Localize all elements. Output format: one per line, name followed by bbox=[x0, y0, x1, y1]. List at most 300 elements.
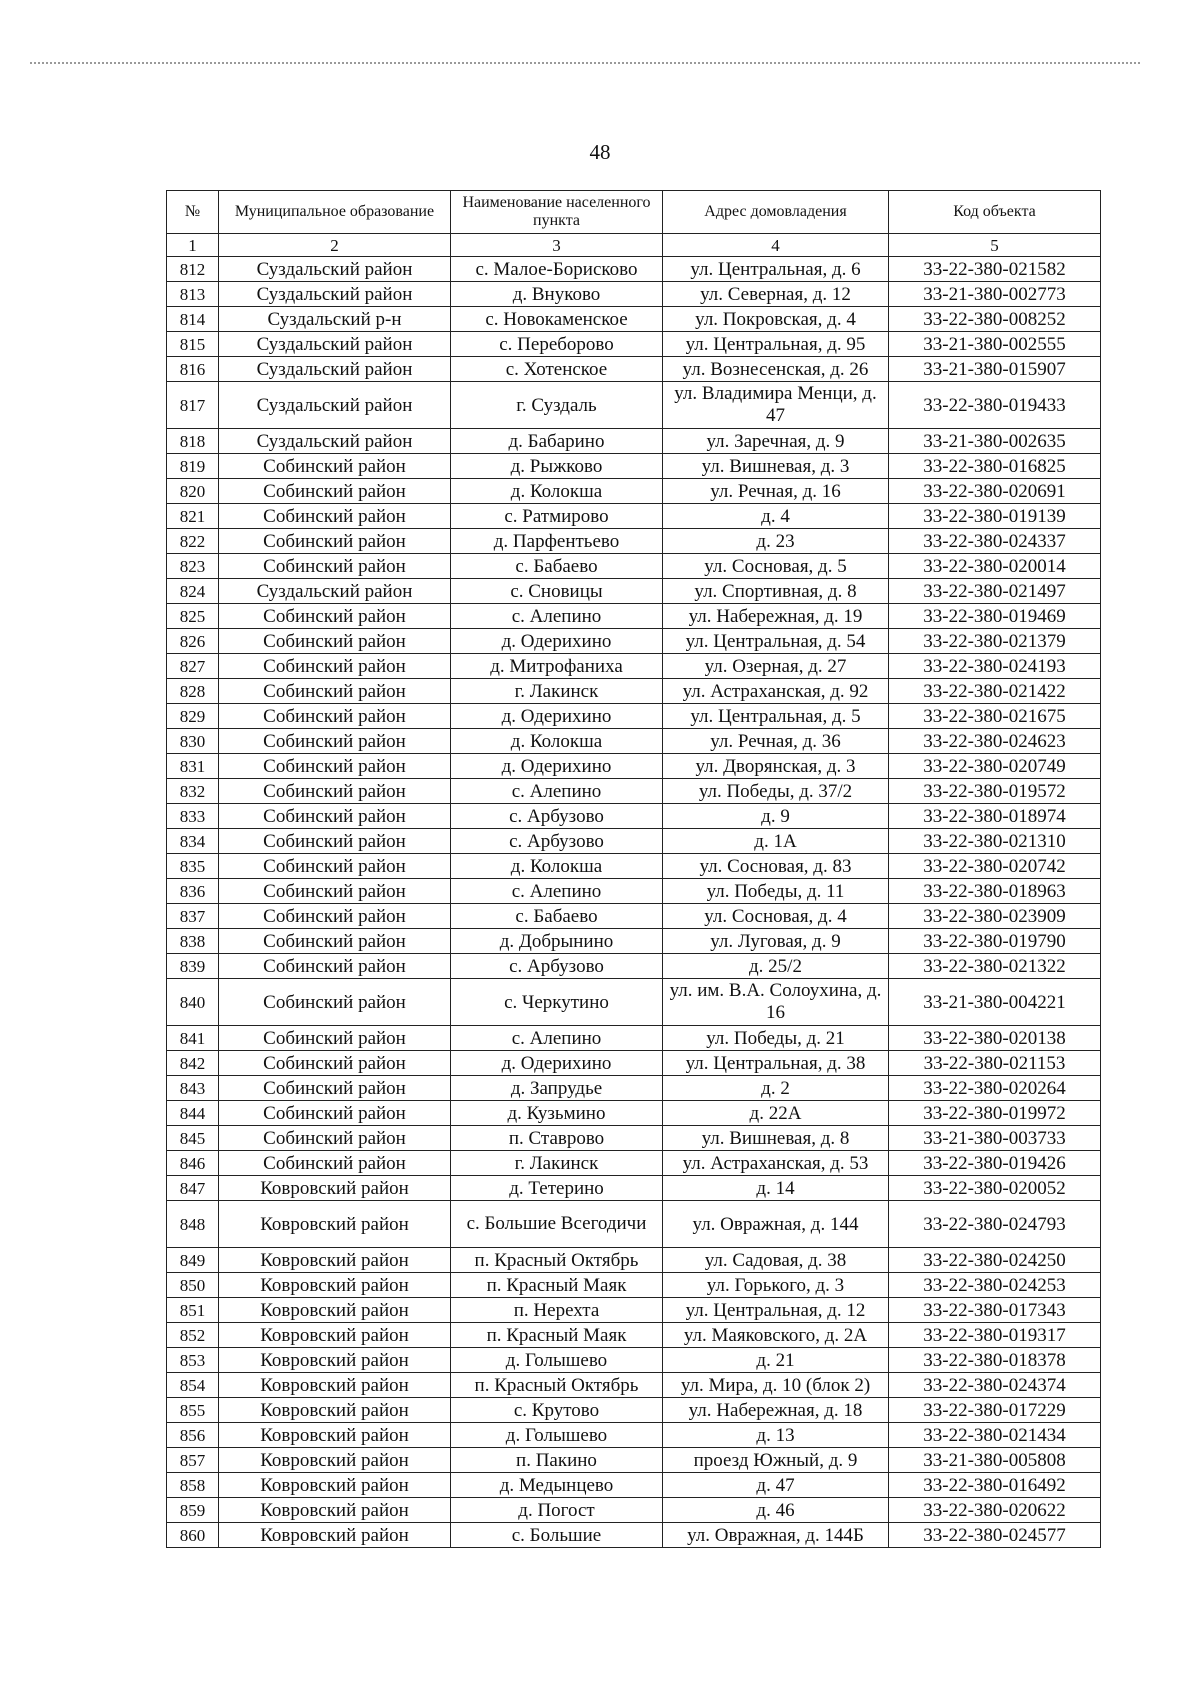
cell-municipality: Ковровский район bbox=[219, 1201, 451, 1248]
cell-number: 857 bbox=[167, 1448, 219, 1473]
cell-number: 821 bbox=[167, 504, 219, 529]
cell-settlement: с. Сновицы bbox=[451, 579, 663, 604]
cell-address: д. 1А bbox=[663, 829, 889, 854]
cell-address: ул. Садовая, д. 38 bbox=[663, 1248, 889, 1273]
cell-settlement: д. Одерихино bbox=[451, 629, 663, 654]
cell-number: 834 bbox=[167, 829, 219, 854]
column-index: 4 bbox=[663, 234, 889, 257]
cell-address: д. 4 bbox=[663, 504, 889, 529]
cell-settlement: с. Переборово bbox=[451, 332, 663, 357]
cell-object-code: 33-22-380-024623 bbox=[889, 729, 1101, 754]
cell-object-code: 33-22-380-016825 bbox=[889, 454, 1101, 479]
table-row bbox=[167, 1101, 1101, 1126]
table-row bbox=[167, 1026, 1101, 1051]
cell-object-code: 33-22-380-019426 bbox=[889, 1151, 1101, 1176]
cell-municipality: Ковровский район bbox=[219, 1423, 451, 1448]
table-row bbox=[167, 382, 1101, 429]
cell-object-code: 33-22-380-020749 bbox=[889, 754, 1101, 779]
cell-object-code: 33-22-380-017343 bbox=[889, 1298, 1101, 1323]
cell-object-code: 33-21-380-004221 bbox=[889, 979, 1101, 1026]
cell-address: ул. Северная, д. 12 bbox=[663, 282, 889, 307]
table-body bbox=[167, 234, 1101, 1548]
cell-municipality: Собинский район bbox=[219, 854, 451, 879]
cell-settlement: п. Красный Маяк bbox=[451, 1273, 663, 1298]
table-row bbox=[167, 579, 1101, 604]
table-row bbox=[167, 307, 1101, 332]
cell-settlement: г. Лакинск bbox=[451, 679, 663, 704]
table-row bbox=[167, 1498, 1101, 1523]
cell-object-code: 33-22-380-021582 bbox=[889, 257, 1101, 282]
cell-municipality: Суздальский район bbox=[219, 282, 451, 307]
cell-number: 816 bbox=[167, 357, 219, 382]
cell-number: 849 bbox=[167, 1248, 219, 1273]
cell-number: 832 bbox=[167, 779, 219, 804]
cell-settlement: д. Голышево bbox=[451, 1348, 663, 1373]
cell-settlement: д. Бабарино bbox=[451, 429, 663, 454]
cell-municipality: Ковровский район bbox=[219, 1373, 451, 1398]
table-row bbox=[167, 1373, 1101, 1398]
cell-object-code: 33-22-380-024577 bbox=[889, 1523, 1101, 1548]
cell-object-code: 33-22-380-021675 bbox=[889, 704, 1101, 729]
cell-municipality: Суздальский район bbox=[219, 579, 451, 604]
cell-object-code: 33-22-380-019572 bbox=[889, 779, 1101, 804]
cell-address: ул. Луговая, д. 9 bbox=[663, 929, 889, 954]
cell-object-code: 33-22-380-018974 bbox=[889, 804, 1101, 829]
table-row bbox=[167, 1448, 1101, 1473]
cell-settlement: д. Парфентьево bbox=[451, 529, 663, 554]
cell-address: ул. Сосновая, д. 5 bbox=[663, 554, 889, 579]
table-row bbox=[167, 554, 1101, 579]
cell-address: ул. Сосновая, д. 4 bbox=[663, 904, 889, 929]
cell-object-code: 33-22-380-020014 bbox=[889, 554, 1101, 579]
cell-municipality: Собинский район bbox=[219, 554, 451, 579]
cell-address: ул. Овражная, д. 144 bbox=[663, 1201, 889, 1248]
cell-municipality: Собинский район bbox=[219, 1026, 451, 1051]
cell-municipality: Собинский район bbox=[219, 1051, 451, 1076]
cell-settlement: д. Добрынино bbox=[451, 929, 663, 954]
cell-object-code: 33-22-380-024337 bbox=[889, 529, 1101, 554]
cell-settlement: с. Ратмирово bbox=[451, 504, 663, 529]
cell-settlement: с. Алепино bbox=[451, 879, 663, 904]
cell-settlement: д. Одерихино bbox=[451, 704, 663, 729]
table-row bbox=[167, 779, 1101, 804]
table-row bbox=[167, 429, 1101, 454]
cell-number: 847 bbox=[167, 1176, 219, 1201]
cell-municipality: Собинский район bbox=[219, 629, 451, 654]
cell-municipality: Собинский район bbox=[219, 754, 451, 779]
cell-municipality: Собинский район bbox=[219, 454, 451, 479]
cell-object-code: 33-22-380-021422 bbox=[889, 679, 1101, 704]
cell-number: 845 bbox=[167, 1126, 219, 1151]
cell-number: 818 bbox=[167, 429, 219, 454]
cell-address: ул. Победы, д. 21 bbox=[663, 1026, 889, 1051]
cell-address: ул. Дворянская, д. 3 bbox=[663, 754, 889, 779]
cell-municipality: Суздальский район bbox=[219, 332, 451, 357]
cell-settlement: с. Алепино bbox=[451, 604, 663, 629]
cell-number: 851 bbox=[167, 1298, 219, 1323]
cell-municipality: Суздальский р-н bbox=[219, 307, 451, 332]
cell-settlement: с. Бабаево bbox=[451, 554, 663, 579]
cell-settlement: г. Суздаль bbox=[451, 382, 663, 429]
cell-settlement: с. Бабаево bbox=[451, 904, 663, 929]
cell-object-code: 33-22-380-024250 bbox=[889, 1248, 1101, 1273]
cell-municipality: Собинский район bbox=[219, 804, 451, 829]
cell-address: ул. Сосновая, д. 83 bbox=[663, 854, 889, 879]
cell-address: д. 47 bbox=[663, 1473, 889, 1498]
cell-address: ул. Маяковского, д. 2А bbox=[663, 1323, 889, 1348]
cell-address: д. 9 bbox=[663, 804, 889, 829]
cell-number: 823 bbox=[167, 554, 219, 579]
cell-settlement: д. Медынцево bbox=[451, 1473, 663, 1498]
cell-object-code: 33-22-380-020622 bbox=[889, 1498, 1101, 1523]
cell-address: ул. Астраханская, д. 92 bbox=[663, 679, 889, 704]
table-row bbox=[167, 704, 1101, 729]
cell-number: 850 bbox=[167, 1273, 219, 1298]
cell-address: ул. Озерная, д. 27 bbox=[663, 654, 889, 679]
cell-municipality: Собинский район bbox=[219, 1151, 451, 1176]
cell-settlement: с. Крутово bbox=[451, 1398, 663, 1423]
cell-settlement: п. Ставрово bbox=[451, 1126, 663, 1151]
cell-address: ул. Овражная, д. 144Б bbox=[663, 1523, 889, 1548]
cell-object-code: 33-22-380-021310 bbox=[889, 829, 1101, 854]
cell-number: 843 bbox=[167, 1076, 219, 1101]
table-row bbox=[167, 804, 1101, 829]
cell-number: 813 bbox=[167, 282, 219, 307]
header-number: № bbox=[167, 191, 219, 234]
cell-settlement: д. Рыжково bbox=[451, 454, 663, 479]
cell-number: 835 bbox=[167, 854, 219, 879]
cell-settlement: п. Красный Октябрь bbox=[451, 1373, 663, 1398]
cell-address: ул. Победы, д. 11 bbox=[663, 879, 889, 904]
cell-number: 827 bbox=[167, 654, 219, 679]
cell-municipality: Собинский район bbox=[219, 479, 451, 504]
cell-object-code: 33-22-380-019317 bbox=[889, 1323, 1101, 1348]
cell-object-code: 33-22-380-019972 bbox=[889, 1101, 1101, 1126]
cell-settlement: д. Колокша bbox=[451, 729, 663, 754]
header-address: Адрес домовладения bbox=[663, 191, 889, 234]
cell-number: 833 bbox=[167, 804, 219, 829]
cell-object-code: 33-22-380-021379 bbox=[889, 629, 1101, 654]
table-row bbox=[167, 1151, 1101, 1176]
table-row bbox=[167, 332, 1101, 357]
cell-number: 840 bbox=[167, 979, 219, 1026]
column-index: 1 bbox=[167, 234, 219, 257]
cell-settlement: с. Арбузово bbox=[451, 829, 663, 854]
table-row bbox=[167, 929, 1101, 954]
cell-settlement: п. Нерехта bbox=[451, 1298, 663, 1323]
cell-number: 817 bbox=[167, 382, 219, 429]
cell-number: 836 bbox=[167, 879, 219, 904]
cell-address: ул. Набережная, д. 18 bbox=[663, 1398, 889, 1423]
cell-number: 814 bbox=[167, 307, 219, 332]
cell-number: 828 bbox=[167, 679, 219, 704]
cell-municipality: Собинский район bbox=[219, 704, 451, 729]
cell-municipality: Собинский район bbox=[219, 954, 451, 979]
column-index-row bbox=[167, 234, 1101, 257]
cell-number: 837 bbox=[167, 904, 219, 929]
cell-object-code: 33-21-380-002555 bbox=[889, 332, 1101, 357]
cell-number: 826 bbox=[167, 629, 219, 654]
cell-number: 838 bbox=[167, 929, 219, 954]
cell-number: 854 bbox=[167, 1373, 219, 1398]
cell-address: д. 2 bbox=[663, 1076, 889, 1101]
table-row bbox=[167, 904, 1101, 929]
cell-address: ул. Мира, д. 10 (блок 2) bbox=[663, 1373, 889, 1398]
cell-address: ул. Спортивная, д. 8 bbox=[663, 579, 889, 604]
cell-address: ул. Вишневая, д. 3 bbox=[663, 454, 889, 479]
cell-object-code: 33-22-380-020691 bbox=[889, 479, 1101, 504]
table-row bbox=[167, 854, 1101, 879]
cell-municipality: Собинский район bbox=[219, 779, 451, 804]
cell-settlement: д. Внуково bbox=[451, 282, 663, 307]
cell-number: 855 bbox=[167, 1398, 219, 1423]
cell-address: ул. Горького, д. 3 bbox=[663, 1273, 889, 1298]
table-row bbox=[167, 629, 1101, 654]
table-row bbox=[167, 504, 1101, 529]
table-row bbox=[167, 1523, 1101, 1548]
table-row bbox=[167, 1201, 1101, 1248]
cell-municipality: Собинский район bbox=[219, 504, 451, 529]
cell-object-code: 33-22-380-024374 bbox=[889, 1373, 1101, 1398]
cell-municipality: Собинский район bbox=[219, 879, 451, 904]
cell-municipality: Суздальский район bbox=[219, 429, 451, 454]
table-row bbox=[167, 1076, 1101, 1101]
cell-settlement: с. Малое-Борисково bbox=[451, 257, 663, 282]
table-row bbox=[167, 954, 1101, 979]
table-row bbox=[167, 879, 1101, 904]
table-row bbox=[167, 979, 1101, 1026]
column-index: 3 bbox=[451, 234, 663, 257]
table-row bbox=[167, 829, 1101, 854]
cell-municipality: Собинский район bbox=[219, 1126, 451, 1151]
cell-settlement: д. Голышево bbox=[451, 1423, 663, 1448]
cell-settlement: д. Одерихино bbox=[451, 754, 663, 779]
cell-settlement: с. Новокаменское bbox=[451, 307, 663, 332]
cell-object-code: 33-22-380-017229 bbox=[889, 1398, 1101, 1423]
cell-object-code: 33-22-380-021153 bbox=[889, 1051, 1101, 1076]
scan-top-rule bbox=[30, 62, 1140, 64]
table-row bbox=[167, 1423, 1101, 1448]
cell-municipality: Ковровский район bbox=[219, 1176, 451, 1201]
cell-object-code: 33-22-380-020742 bbox=[889, 854, 1101, 879]
cell-address: ул. Центральная, д. 38 bbox=[663, 1051, 889, 1076]
table-row bbox=[167, 604, 1101, 629]
cell-settlement: д. Запрудье bbox=[451, 1076, 663, 1101]
table-row bbox=[167, 1273, 1101, 1298]
cell-municipality: Ковровский район bbox=[219, 1273, 451, 1298]
cell-object-code: 33-22-380-020052 bbox=[889, 1176, 1101, 1201]
cell-object-code: 33-22-380-019790 bbox=[889, 929, 1101, 954]
cell-municipality: Ковровский район bbox=[219, 1298, 451, 1323]
cell-number: 839 bbox=[167, 954, 219, 979]
header-object-code: Код объекта bbox=[889, 191, 1101, 234]
cell-address: ул. Центральная, д. 54 bbox=[663, 629, 889, 654]
cell-address: д. 22А bbox=[663, 1101, 889, 1126]
table-row bbox=[167, 479, 1101, 504]
cell-object-code: 33-22-380-020138 bbox=[889, 1026, 1101, 1051]
cell-number: 844 bbox=[167, 1101, 219, 1126]
cell-address: ул. Победы, д. 37/2 bbox=[663, 779, 889, 804]
table-header-row bbox=[167, 191, 1101, 234]
cell-address: ул. Центральная, д. 6 bbox=[663, 257, 889, 282]
cell-number: 856 bbox=[167, 1423, 219, 1448]
cell-number: 815 bbox=[167, 332, 219, 357]
cell-number: 858 bbox=[167, 1473, 219, 1498]
cell-object-code: 33-22-380-023909 bbox=[889, 904, 1101, 929]
cell-municipality: Собинский район bbox=[219, 604, 451, 629]
table-row bbox=[167, 1176, 1101, 1201]
cell-address: ул. Речная, д. 16 bbox=[663, 479, 889, 504]
table-row bbox=[167, 754, 1101, 779]
cell-object-code: 33-22-380-021322 bbox=[889, 954, 1101, 979]
cell-municipality: Собинский район bbox=[219, 829, 451, 854]
cell-municipality: Собинский район bbox=[219, 729, 451, 754]
cell-number: 822 bbox=[167, 529, 219, 554]
cell-address: ул. Речная, д. 36 bbox=[663, 729, 889, 754]
table-row bbox=[167, 257, 1101, 282]
cell-object-code: 33-21-380-002773 bbox=[889, 282, 1101, 307]
header-settlement: Наименование населенного пункта bbox=[451, 191, 663, 234]
page-number: 48 bbox=[589, 140, 611, 164]
cell-settlement: с. Черкутино bbox=[451, 979, 663, 1026]
cell-address: ул. Вознесенская, д. 26 bbox=[663, 357, 889, 382]
table-row bbox=[167, 454, 1101, 479]
cell-address: ул. Центральная, д. 12 bbox=[663, 1298, 889, 1323]
cell-municipality: Ковровский район bbox=[219, 1348, 451, 1373]
cell-settlement: с. Хотенское bbox=[451, 357, 663, 382]
cell-object-code: 33-22-380-024193 bbox=[889, 654, 1101, 679]
cell-address: ул. Набережная, д. 19 bbox=[663, 604, 889, 629]
cell-settlement: г. Лакинск bbox=[451, 1151, 663, 1176]
cell-address: д. 13 bbox=[663, 1423, 889, 1448]
cell-address: ул. Вишневая, д. 8 bbox=[663, 1126, 889, 1151]
cell-settlement: д. Колокша bbox=[451, 854, 663, 879]
cell-municipality: Суздальский район bbox=[219, 382, 451, 429]
cell-municipality: Ковровский район bbox=[219, 1448, 451, 1473]
cell-object-code: 33-22-380-019139 bbox=[889, 504, 1101, 529]
cell-municipality: Собинский район bbox=[219, 529, 451, 554]
column-index: 2 bbox=[219, 234, 451, 257]
column-index: 5 bbox=[889, 234, 1101, 257]
cell-settlement: с. Арбузово bbox=[451, 804, 663, 829]
cell-settlement: п. Пакино bbox=[451, 1448, 663, 1473]
table-row bbox=[167, 1248, 1101, 1273]
table-row bbox=[167, 1051, 1101, 1076]
cell-number: 831 bbox=[167, 754, 219, 779]
cell-object-code: 33-22-380-024793 bbox=[889, 1201, 1101, 1248]
cell-number: 829 bbox=[167, 704, 219, 729]
cell-object-code: 33-21-380-015907 bbox=[889, 357, 1101, 382]
cell-settlement: с. Алепино bbox=[451, 1026, 663, 1051]
cell-settlement: с. Арбузово bbox=[451, 954, 663, 979]
table-row bbox=[167, 1298, 1101, 1323]
cell-settlement: д. Митрофаниха bbox=[451, 654, 663, 679]
cell-number: 848 bbox=[167, 1201, 219, 1248]
cell-municipality: Ковровский район bbox=[219, 1498, 451, 1523]
cell-object-code: 33-22-380-008252 bbox=[889, 307, 1101, 332]
cell-settlement: д. Одерихино bbox=[451, 1051, 663, 1076]
cell-address: ул. Покровская, д. 4 bbox=[663, 307, 889, 332]
table-row bbox=[167, 357, 1101, 382]
table-row bbox=[167, 679, 1101, 704]
table-row bbox=[167, 1473, 1101, 1498]
cell-address: д. 14 bbox=[663, 1176, 889, 1201]
cell-number: 852 bbox=[167, 1323, 219, 1348]
cell-municipality: Ковровский район bbox=[219, 1323, 451, 1348]
cell-address: д. 23 bbox=[663, 529, 889, 554]
objects-table bbox=[166, 190, 1101, 1548]
cell-object-code: 33-22-380-021434 bbox=[889, 1423, 1101, 1448]
cell-address: ул. Владимира Менци, д. 47 bbox=[663, 382, 889, 429]
cell-address: ул. им. В.А. Солоухина, д. 16 bbox=[663, 979, 889, 1026]
cell-number: 860 bbox=[167, 1523, 219, 1548]
cell-municipality: Собинский район bbox=[219, 929, 451, 954]
table-row bbox=[167, 1323, 1101, 1348]
cell-municipality: Суздальский район bbox=[219, 357, 451, 382]
table-row bbox=[167, 729, 1101, 754]
cell-object-code: 33-22-380-016492 bbox=[889, 1473, 1101, 1498]
cell-object-code: 33-22-380-021497 bbox=[889, 579, 1101, 604]
cell-object-code: 33-21-380-002635 bbox=[889, 429, 1101, 454]
cell-object-code: 33-21-380-003733 bbox=[889, 1126, 1101, 1151]
cell-address: ул. Центральная, д. 5 bbox=[663, 704, 889, 729]
cell-object-code: 33-22-380-018963 bbox=[889, 879, 1101, 904]
cell-municipality: Собинский район bbox=[219, 679, 451, 704]
table-row bbox=[167, 1348, 1101, 1373]
cell-number: 830 bbox=[167, 729, 219, 754]
cell-settlement: д. Кузьмино bbox=[451, 1101, 663, 1126]
cell-municipality: Ковровский район bbox=[219, 1398, 451, 1423]
cell-number: 819 bbox=[167, 454, 219, 479]
cell-number: 825 bbox=[167, 604, 219, 629]
cell-object-code: 33-22-380-024253 bbox=[889, 1273, 1101, 1298]
cell-settlement: д. Тетерино bbox=[451, 1176, 663, 1201]
table-row bbox=[167, 1126, 1101, 1151]
cell-address: ул. Заречная, д. 9 bbox=[663, 429, 889, 454]
cell-object-code: 33-21-380-005808 bbox=[889, 1448, 1101, 1473]
cell-object-code: 33-22-380-020264 bbox=[889, 1076, 1101, 1101]
cell-municipality: Собинский район bbox=[219, 1101, 451, 1126]
cell-address: д. 46 bbox=[663, 1498, 889, 1523]
cell-municipality: Собинский район bbox=[219, 979, 451, 1026]
cell-settlement: п. Красный Октябрь bbox=[451, 1248, 663, 1273]
cell-settlement: д. Колокша bbox=[451, 479, 663, 504]
cell-municipality: Собинский район bbox=[219, 904, 451, 929]
cell-settlement: п. Красный Маяк bbox=[451, 1323, 663, 1348]
cell-municipality: Ковровский район bbox=[219, 1248, 451, 1273]
cell-number: 846 bbox=[167, 1151, 219, 1176]
cell-number: 820 bbox=[167, 479, 219, 504]
cell-address: ул. Астраханская, д. 53 bbox=[663, 1151, 889, 1176]
cell-settlement: с. Большие bbox=[451, 1523, 663, 1548]
cell-number: 853 bbox=[167, 1348, 219, 1373]
cell-municipality: Собинский район bbox=[219, 654, 451, 679]
cell-number: 859 bbox=[167, 1498, 219, 1523]
table-row bbox=[167, 529, 1101, 554]
cell-municipality: Ковровский район bbox=[219, 1473, 451, 1498]
cell-object-code: 33-22-380-018378 bbox=[889, 1348, 1101, 1373]
cell-settlement: с. Алепино bbox=[451, 779, 663, 804]
table-row bbox=[167, 282, 1101, 307]
table-row bbox=[167, 1398, 1101, 1423]
cell-municipality: Суздальский район bbox=[219, 257, 451, 282]
cell-address: д. 21 bbox=[663, 1348, 889, 1373]
cell-address: ул. Центральная, д. 95 bbox=[663, 332, 889, 357]
cell-municipality: Ковровский район bbox=[219, 1523, 451, 1548]
cell-object-code: 33-22-380-019469 bbox=[889, 604, 1101, 629]
cell-number: 824 bbox=[167, 579, 219, 604]
table-row bbox=[167, 654, 1101, 679]
